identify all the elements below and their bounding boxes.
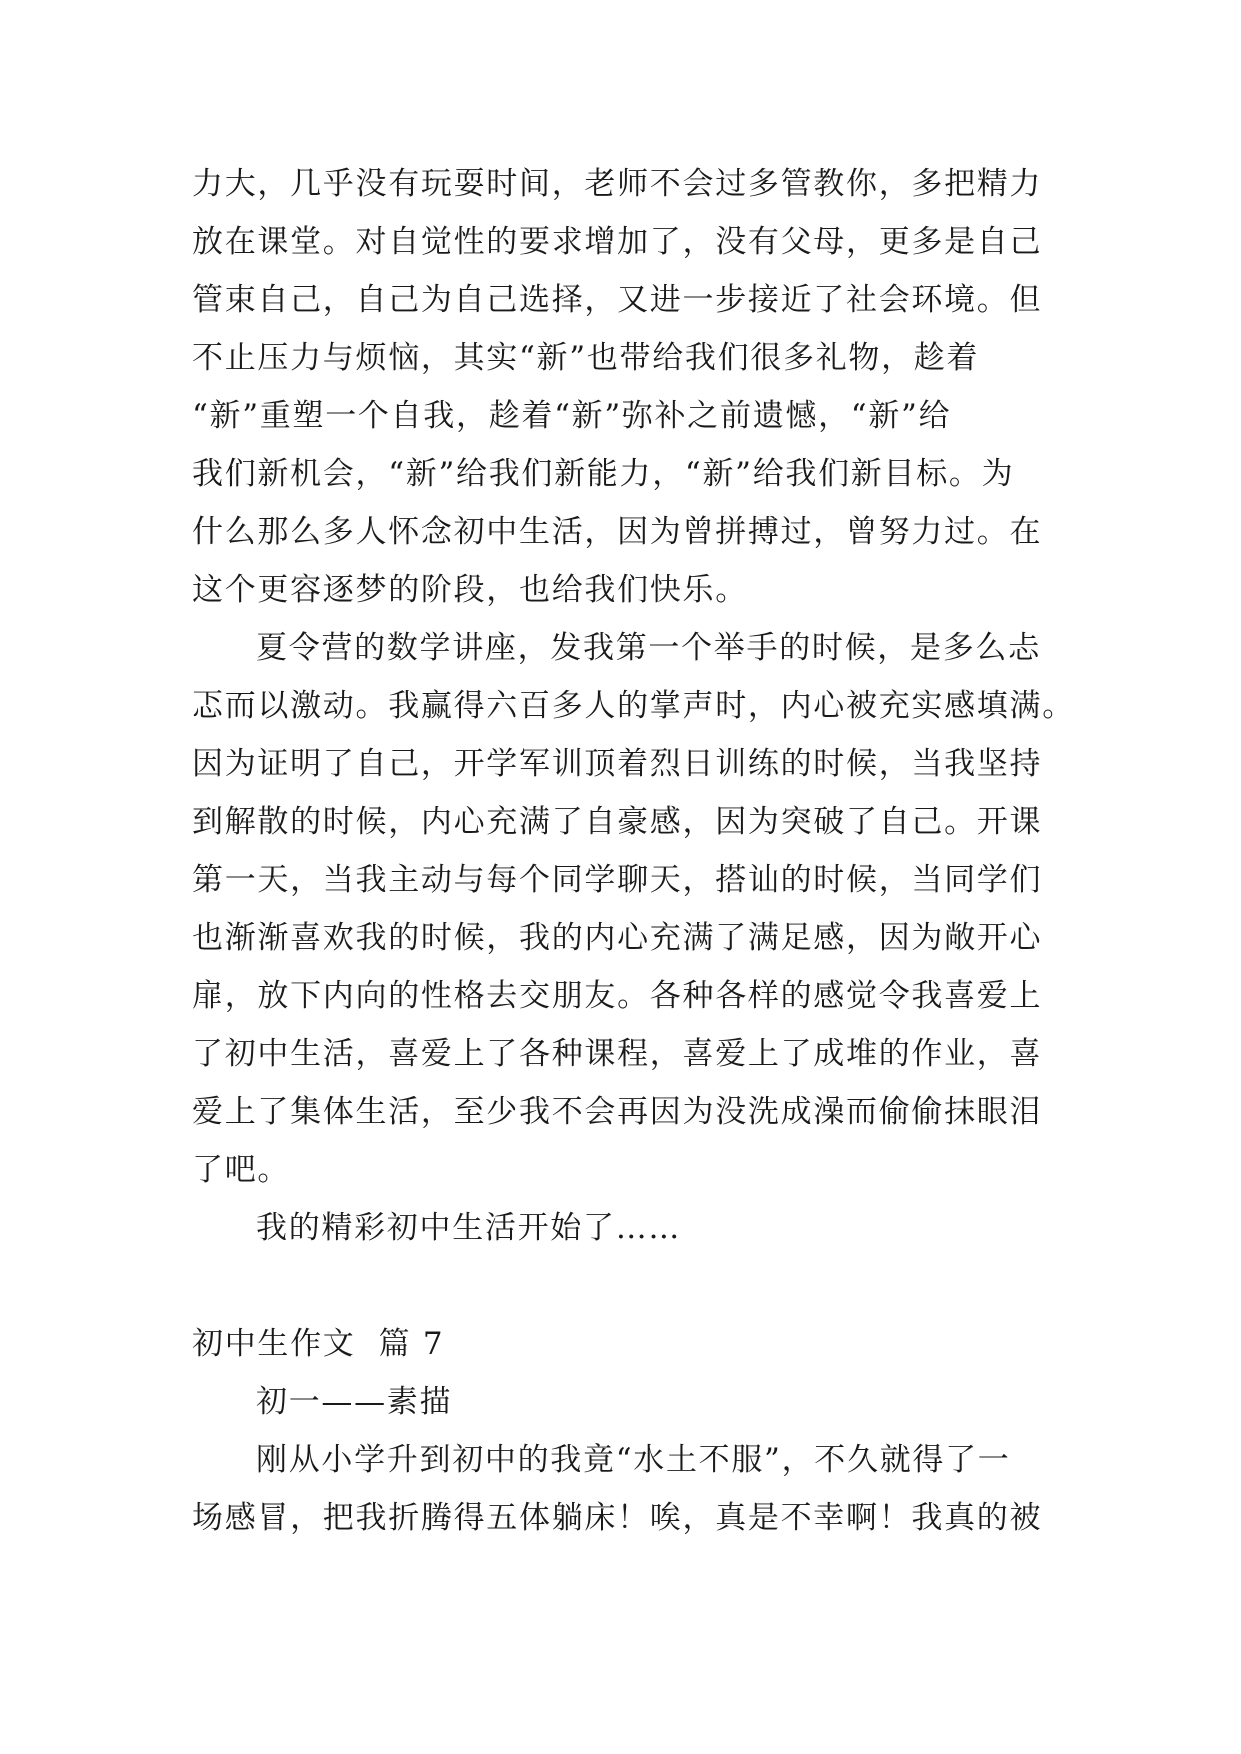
text-line: 扉，放下内向的性格去交朋友。各种各样的感觉令我喜爱上 [192,978,1043,1014]
text-line: 不止压力与烦恼，其实“新”也带给我们很多礼物，趁着 [192,340,980,376]
text-line: 什么那么多人怀念初中生活，因为曾拼搏过，曾努力过。在 [192,514,1043,550]
section-heading: 初中生作文 篇 7 [192,1326,445,1362]
text-line: 刚从小学升到初中的我竟“水土不服”，不久就得了一 [256,1442,1011,1478]
text-line: 场感冒，把我折腾得五体躺床！唉，真是不幸啊！我真的被 [192,1500,1043,1536]
text-line: 我的精彩初中生活开始了…… [256,1210,682,1246]
text-line: 了吧。 [192,1152,291,1188]
text-line: 爱上了集体生活，至少我不会再因为没洗成澡而偷偷抹眼泪 [192,1094,1043,1130]
text-line: 了初中生活，喜爱上了各种课程，喜爱上了成堆的作业，喜 [192,1036,1043,1072]
text-line: 力大，几乎没有玩耍时间，老师不会过多管教你，多把精力 [192,166,1043,202]
essay-title: 初一——素描 [256,1384,453,1420]
text-line: 管束自己，自己为自己选择，又进一步接近了社会环境。但 [192,282,1043,318]
text-line: 夏令营的数学讲座，发我第一个举手的时候，是多么忐 [256,630,1041,666]
text-line: “新”重塑一个自我，趁着“新”弥补之前遗憾，“新”给 [192,398,952,434]
text-line: 第一天，当我主动与每个同学聊天，搭讪的时候，当同学们 [192,862,1043,898]
text-line: 我们新机会，“新”给我们新能力，“新”给我们新目标。为 [192,456,1015,492]
text-line: 放在课堂。对自觉性的要求增加了，没有父母，更多是自己 [192,224,1043,260]
text-line: 到解散的时候，内心充满了自豪感，因为突破了自己。开课 [192,804,1043,840]
text-line: 忑而以激动。我赢得六百多人的掌声时，内心被充实感填满。 [192,688,1075,724]
text-line: 因为证明了自己，开学军训顶着烈日训练的时候，当我坚持 [192,746,1043,782]
text-line: 也渐渐喜欢我的时候，我的内心充满了满足感，因为敞开心 [192,920,1043,956]
text-line: 这个更容逐梦的阶段，也给我们快乐。 [192,572,748,608]
